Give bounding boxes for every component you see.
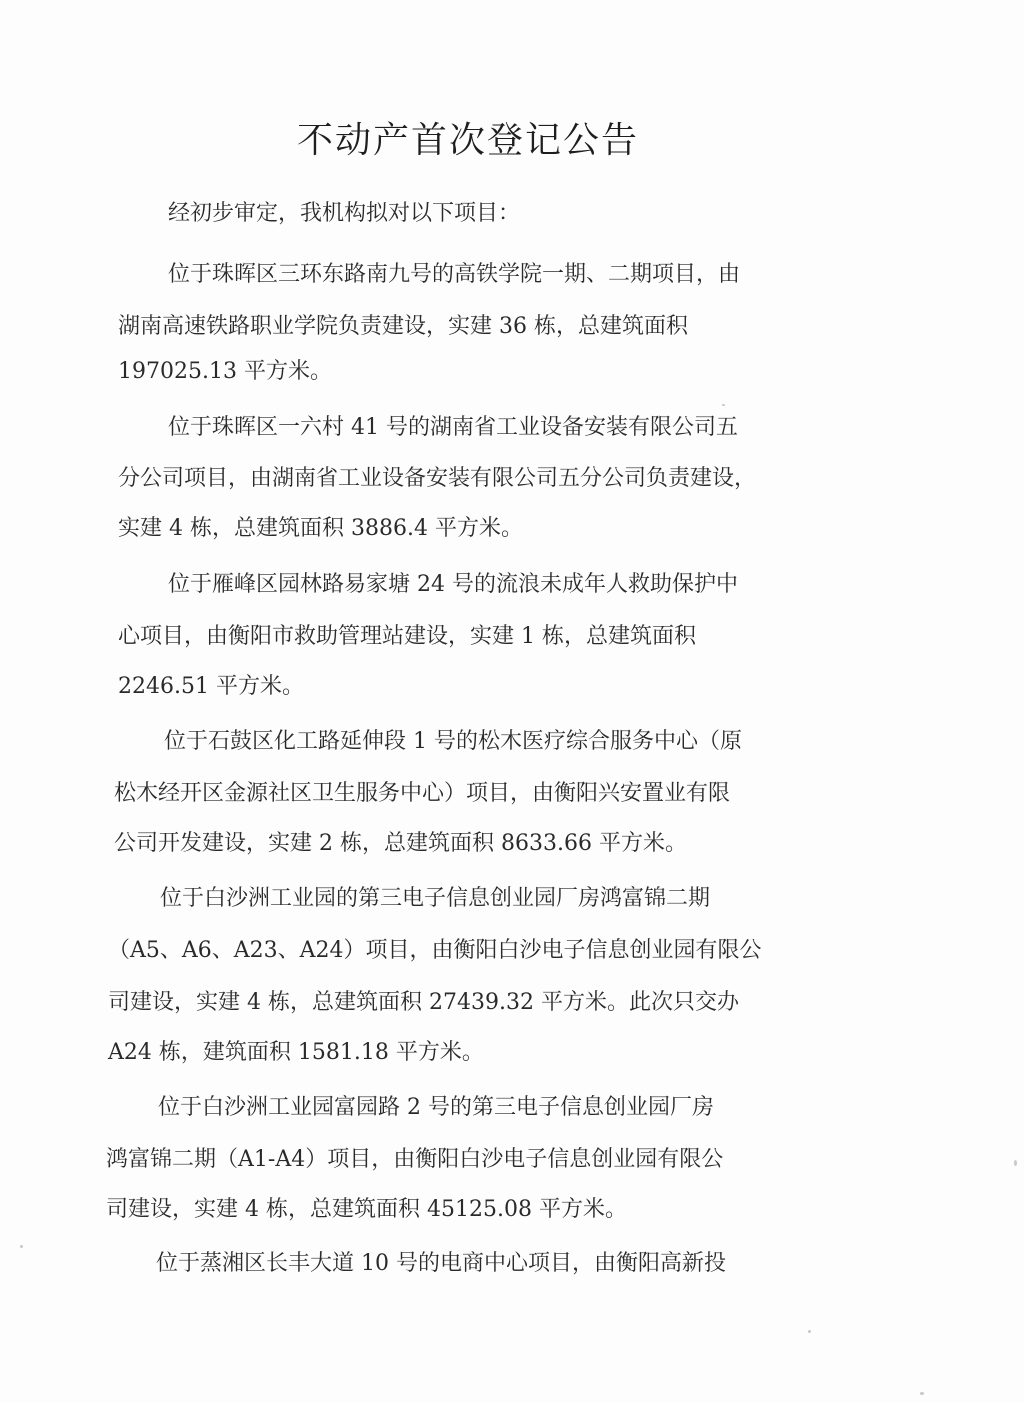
paragraph-2-line-3: 实建 4 栋，总建筑面积 3886.4 平方米。 <box>118 516 523 541</box>
paragraph-1-line-3: 197025.13 平方米。 <box>118 359 332 384</box>
paragraph-6-line-3: 司建设，实建 4 栋，总建筑面积 45125.08 平方米。 <box>106 1197 627 1222</box>
paragraph-6-line-2: 鸿富锦二期（A1-A4）项目，由衡阳白沙电子信息创业园有限公 <box>106 1147 724 1172</box>
page-title: 不动产首次登记公告 <box>296 120 639 161</box>
paragraph-2-line-2: 分公司项目，由湖南省工业设备安装有限公司五分公司负责建设， <box>118 466 757 491</box>
scan-speck <box>1014 1160 1017 1166</box>
paragraph-4-line-3: 公司开发建设，实建 2 栋，总建筑面积 8633.66 平方米。 <box>114 831 687 856</box>
scan-speck <box>920 1392 924 1395</box>
scan-speck <box>808 1330 811 1333</box>
paragraph-1-line-1: 位于珠晖区三环东路南九号的高铁学院一期、二期项目，由 <box>168 262 741 287</box>
paragraph-6-line-1: 位于白沙洲工业园富园路 2 号的第三电子信息创业园厂房 <box>158 1095 714 1120</box>
paragraph-4-line-1: 位于石鼓区化工路延伸段 1 号的松木医疗综合服务中心（原 <box>164 729 742 754</box>
paragraph-2-line-1: 位于珠晖区一六村 41 号的湖南省工业设备安装有限公司五 <box>168 415 738 440</box>
scan-speck <box>20 1245 23 1248</box>
paragraph-5-line-2: （A5、A6、A23、A24）项目，由衡阳白沙电子信息创业园有限公 <box>108 938 762 963</box>
paragraph-5-line-1: 位于白沙洲工业园的第三电子信息创业园厂房鸿富锦二期 <box>160 886 711 911</box>
paragraph-5-line-4: A24 栋，建筑面积 1581.18 平方米。 <box>108 1040 484 1065</box>
paragraph-3-line-3: 2246.51 平方米。 <box>118 674 304 699</box>
paragraph-7-line-1: 位于蒸湘区长丰大道 10 号的电商中心项目，由衡阳高新投 <box>156 1251 726 1276</box>
paragraph-3-line-1: 位于雁峰区园林路易家塘 24 号的流浪未成年人救助保护中 <box>168 572 738 597</box>
scan-speck <box>722 404 725 406</box>
paragraph-3-line-2: 心项目，由衡阳市救助管理站建设，实建 1 栋，总建筑面积 <box>118 624 696 649</box>
intro-line: 经初步审定，我机构拟对以下项目： <box>168 201 521 226</box>
paragraph-1-line-2: 湖南高速铁路职业学院负责建设，实建 36 栋，总建筑面积 <box>118 314 688 339</box>
paragraph-4-line-2: 松木经开区金源社区卫生服务中心）项目，由衡阳兴安置业有限 <box>114 781 731 806</box>
paragraph-5-line-3: 司建设，实建 4 栋，总建筑面积 27439.32 平方米。此次只交办 <box>108 990 739 1015</box>
